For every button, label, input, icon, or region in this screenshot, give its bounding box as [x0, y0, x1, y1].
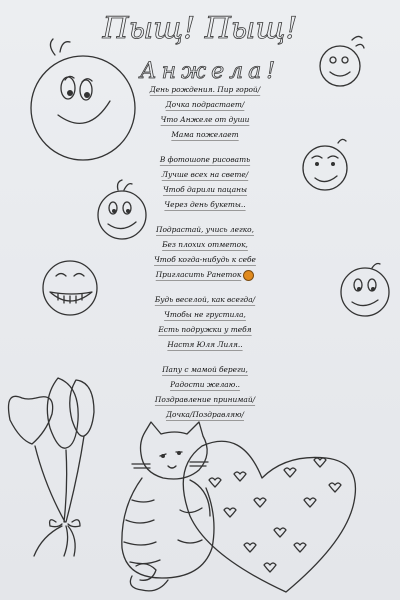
- smiley-top-right-icon: [320, 36, 364, 86]
- poem-stanza-3: [130, 222, 280, 282]
- poem-line: Поздравление принимай/: [154, 395, 256, 404]
- poem-line: В фотошопе рисовать: [159, 155, 251, 164]
- orange-emoji-icon: [243, 270, 254, 281]
- title-line-1: Пыщ! Пыщ!: [102, 11, 298, 46]
- poem-line: Радости желаю..: [170, 380, 240, 389]
- poem-line: Лучше всех на свете/: [161, 170, 249, 179]
- poem-line: Что Анжеле от души: [160, 115, 250, 124]
- balloons-icon: [9, 378, 95, 556]
- smiley-right-lower-icon: [341, 264, 389, 317]
- poem-stanza-4: [130, 292, 280, 352]
- poem-line: Мама пожелает: [171, 130, 239, 139]
- poem: [130, 82, 280, 432]
- heart-icon: [183, 441, 355, 592]
- poem-line-text: Пригласить Ранеток: [155, 270, 242, 279]
- poem-line: Дочка подрастает/: [165, 100, 245, 109]
- poem-line: Чтобы не грустила,: [164, 310, 246, 319]
- title-line-2: Анжела!: [139, 59, 281, 84]
- large-smiley-icon: [31, 39, 135, 160]
- smiley-right-middle-icon: [303, 139, 347, 190]
- poem-line: Настя Юля Лиля..: [167, 340, 243, 349]
- poem-line: Подрастай, учись легко,: [156, 225, 254, 234]
- poem-line: Без плохих отметок,: [162, 240, 248, 249]
- poem-line: Папу с мамой береги,: [162, 365, 248, 374]
- poem-line: Чтоб дарили пацаны: [162, 185, 248, 194]
- poem-stanza-1: [130, 82, 280, 142]
- poem-line: Дочка/Поздравляю/: [165, 410, 244, 419]
- poem-line: Чтоб когда-нибудь к себе: [154, 255, 256, 264]
- poem-line: Есть подружки у тебя: [158, 325, 252, 334]
- poem-line-with-emoji: [130, 267, 280, 282]
- poem-stanza-2: [130, 152, 280, 212]
- grinning-smiley-icon: [43, 261, 97, 315]
- poem-stanza-5: [130, 362, 280, 422]
- poem-line: Через день букеты..: [164, 200, 246, 209]
- poem-line: Будь веселой, как всегда/: [154, 295, 256, 304]
- poem-line: День рождения. Пир горой/: [149, 85, 261, 94]
